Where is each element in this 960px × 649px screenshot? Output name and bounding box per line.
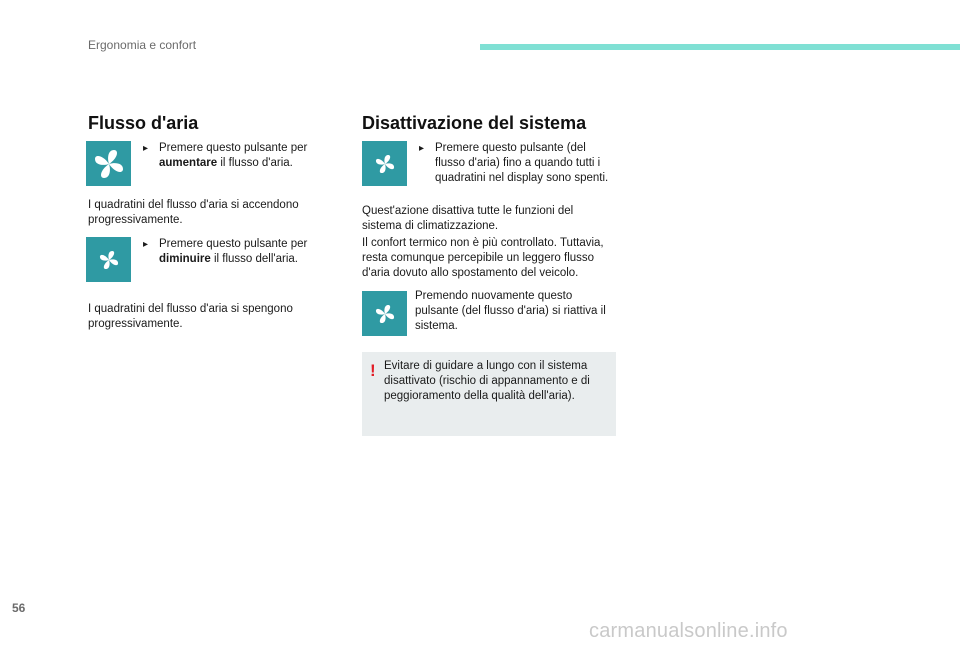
warning-text: Evitare di guidare a lungo con il sistema disattivato (rischio di appannamento e di peggioramento della qualità dell'aria). xyxy=(384,360,590,402)
watermark: carmanualsonline.info xyxy=(589,620,788,642)
fan-reactivate-icon xyxy=(362,291,407,336)
warning-icon: ! xyxy=(370,361,376,380)
instruction-deactivate xyxy=(419,141,609,186)
header-accent-bar xyxy=(480,44,960,50)
note-increase: I quadratini del flusso d'aria si accendono progressivamente. xyxy=(88,199,299,226)
fan-off-icon xyxy=(362,141,407,186)
instruction-text: il flusso d'aria. xyxy=(217,157,293,169)
note-comfort: Il confort termico non è più controllato. Tuttavia, resta comunque percepibile un leggero flusso d'aria dovuto allo spostamento del veicolo. xyxy=(362,237,604,279)
instruction-decrease xyxy=(143,237,333,267)
instruction-text: Premere questo pulsante (del flusso d'aria) fino a quando tutti i quadratini nel display sono spenti. xyxy=(435,142,609,184)
keyword-increase: aumentare xyxy=(159,157,218,169)
instruction-text: Premere questo pulsante per xyxy=(159,142,308,154)
keyword-decrease: diminuire xyxy=(159,253,211,265)
note-decrease: I quadratini del flusso d'aria si spengono progressivamente. xyxy=(88,303,293,330)
instruction-reactivate: Premendo nuovamente questo pulsante (del flusso d'aria) si riattiva il sistema. xyxy=(415,290,606,332)
fan-increase-icon xyxy=(86,141,131,186)
fan-decrease-icon xyxy=(86,237,131,282)
instruction-increase xyxy=(143,141,333,171)
fan-icon xyxy=(374,153,396,175)
fan-icon xyxy=(92,147,126,181)
bullet-arrow-icon: ▸ xyxy=(143,239,149,250)
fan-icon xyxy=(374,303,396,325)
fan-icon xyxy=(98,249,120,271)
heading-air-flow: Flusso d'aria xyxy=(88,113,199,133)
instruction-text: il flusso dell'aria. xyxy=(210,253,298,265)
note-effect: Quest'azione disattiva tutte le funzioni del sistema di climatizzazione. xyxy=(362,205,574,232)
section-title: Ergonomia e confort xyxy=(88,38,197,52)
heading-system-off: Disattivazione del sistema xyxy=(362,113,587,133)
bullet-arrow-icon: ▸ xyxy=(143,143,149,154)
instruction-text: Premere questo pulsante per xyxy=(159,238,308,250)
page-number: 56 xyxy=(12,601,26,615)
bullet-arrow-icon: ▸ xyxy=(419,143,425,154)
